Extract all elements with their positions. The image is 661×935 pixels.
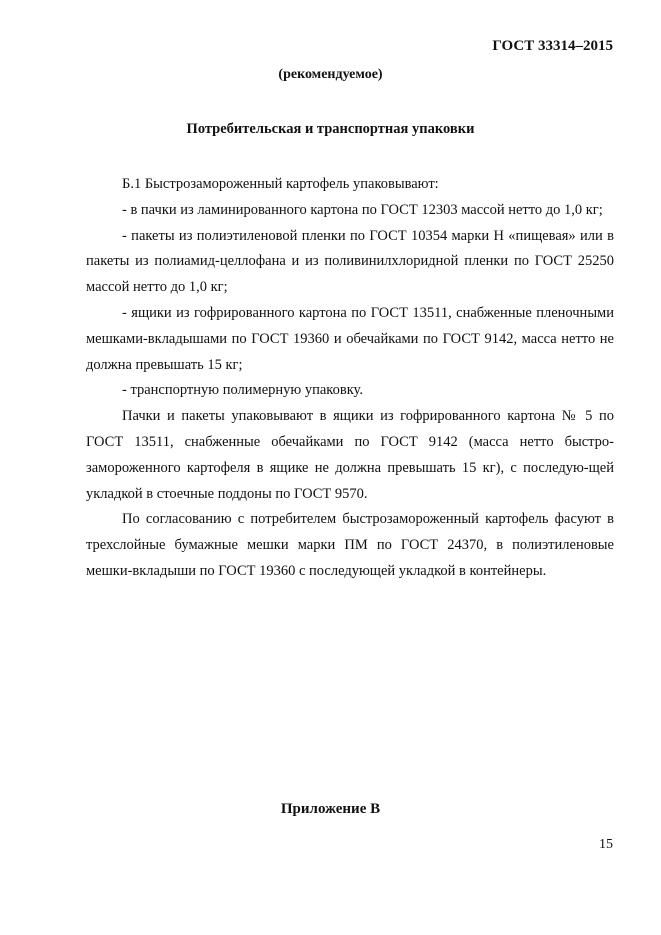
appendix-title: Приложение В bbox=[280, 801, 381, 817]
body-text bbox=[86, 172, 614, 585]
recommended-label: (рекомендуемое) bbox=[278, 67, 383, 82]
paragraph-item-corrugated-boxes: - ящики из гофрированного картона по ГОСТ 13511, снабженные пленочными мешками-вкладышами по ГОСТ 19360 и обечайками по ГОСТ 9142, масса нетто не должна превышать 15 кг; bbox=[86, 304, 614, 373]
paragraph-intro: Б.1 Быстрозамороженный картофель упаковывают: bbox=[122, 176, 439, 192]
paragraph-consumer-agreement: По согласованию с потребителем быстрозамороженный картофель фасуют в трехслойные бумажные мешки марки ПМ по ГОСТ 24370, в полиэтиленовые мешки-вкладыши по ГОСТ 19360 с последующей укладкой в контейнеры. bbox=[86, 511, 614, 579]
paragraph-item-cardboard-packs: - в пачки из ламинированного картона по ГОСТ 12303 массой нетто до 1,0 кг; bbox=[122, 201, 603, 218]
page-number: 15 bbox=[599, 837, 613, 852]
standard-code: ГОСТ 33314–2015 bbox=[492, 38, 613, 54]
paragraph-packing-into-boxes: Пачки и пакеты упаковывают в ящики из гофрированного картона № 5 по ГОСТ 13511, снабженные обечайками по ГОСТ 9142 (масса нетто быстро-замороженного картофеля в ящике не должна превышать 15 кг), с последую-щей укладкой в стоечные поддоны по ГОСТ 9570. bbox=[86, 408, 614, 502]
paragraph-item-film-bags: - пакеты из полиэтиленовой пленки по ГОСТ 10354 марки Н «пищевая» или в пакеты из полиамид-целлофана и из поливинилхлоридной пленки по ГОСТ 25250 массой нетто до 1,0 кг; bbox=[86, 227, 614, 296]
paragraph-item-transport-packaging: - транспортную полимерную упаковку. bbox=[122, 382, 363, 399]
section-title: Потребительская и транспортная упаковки bbox=[186, 121, 475, 137]
